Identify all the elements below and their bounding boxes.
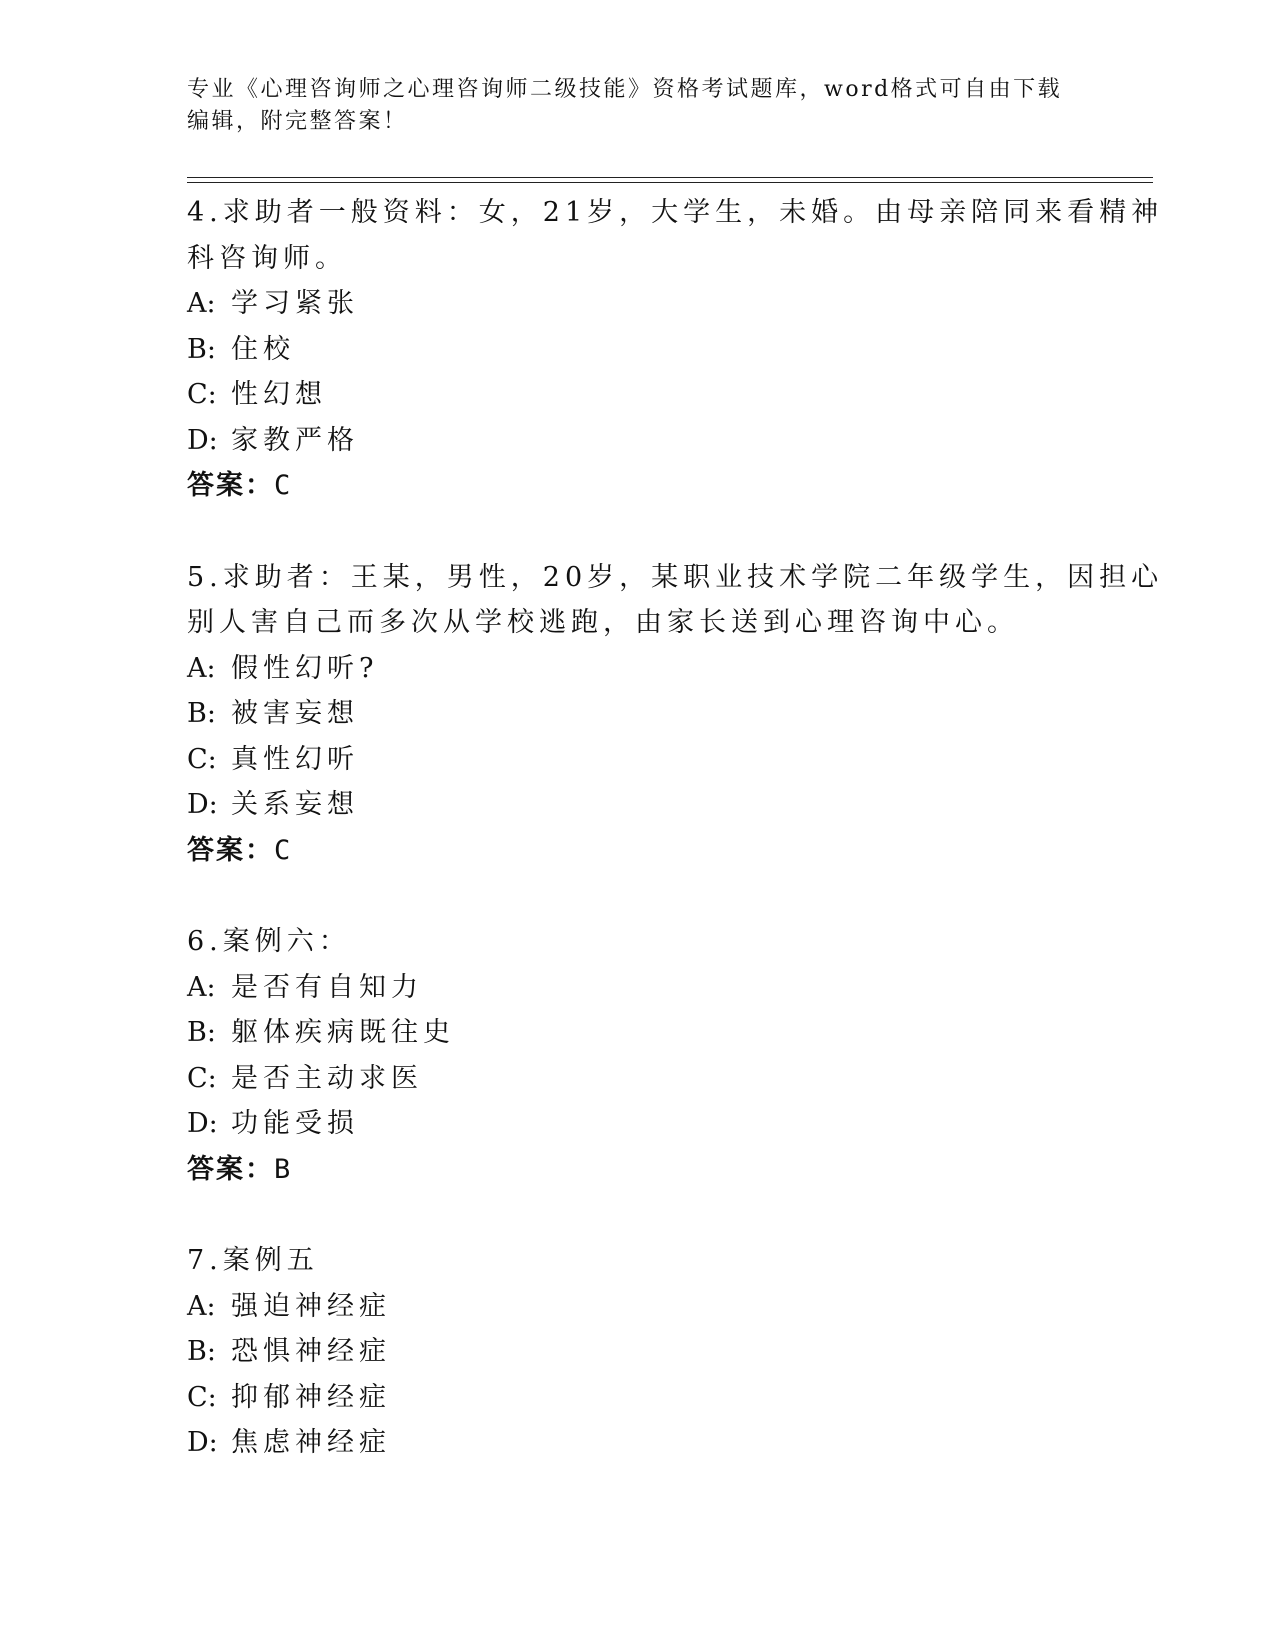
question-stem: 6.案例六： [187, 926, 351, 957]
option-text: 性幻想 [231, 379, 327, 410]
question-item [187, 919, 1127, 1192]
question-stem: 5.求助者：王某，男性，20岁，某职业技术学院二年级学生，因担心 [187, 561, 1164, 593]
answer-value: C [274, 834, 293, 866]
option-a [187, 1284, 1127, 1330]
option-text: 抑郁神经症 [231, 1381, 391, 1413]
option-d [187, 1420, 1127, 1466]
option-text: 学习紧张 [231, 288, 359, 319]
option-d [187, 782, 1127, 828]
question-item [187, 190, 1164, 509]
spacer [187, 873, 1127, 919]
answer-line [187, 828, 1127, 874]
option-label: C: [187, 743, 217, 775]
question-stem: 7.案例五 [187, 1245, 319, 1276]
option-label: B: [187, 698, 216, 729]
spacer [187, 509, 1127, 555]
option-text: 强迫神经症 [231, 1290, 391, 1322]
option-text: 恐惧神经症 [231, 1336, 391, 1367]
option-c [187, 737, 1127, 783]
question-list [187, 190, 1164, 1466]
option-text: 被害妄想 [231, 698, 359, 729]
option-label: A: [187, 652, 216, 684]
document-header [187, 74, 1067, 138]
option-a [187, 646, 1127, 692]
option-b [187, 327, 1127, 373]
answer-label: 答案： [187, 1153, 274, 1185]
option-label: D: [187, 1108, 218, 1139]
header-line: 专业《心理咨询师之心理咨询师二级技能》资格考试题库，word格式可自由下载 [187, 77, 1063, 102]
option-a [187, 281, 1127, 327]
option-b [187, 1010, 1127, 1056]
option-text: 是否主动求医 [231, 1062, 423, 1094]
header-line: 编辑，附完整答案！ [187, 109, 408, 134]
option-label: A: [187, 971, 216, 1003]
answer-line [187, 1147, 1127, 1193]
option-text: 住校 [231, 333, 295, 365]
question-stem: 4.求助者一般资料：女，21岁，大学生，未婚。由母亲陪同来看精神 [187, 197, 1164, 228]
header-divider [187, 182, 1153, 183]
option-label: C: [187, 1062, 217, 1094]
option-d [187, 418, 1127, 464]
question-stem: 别人害自己而多次从学校逃跑，由家长送到心理咨询中心。 [187, 607, 1019, 638]
option-b [187, 691, 1127, 737]
option-text: 是否有自知力 [231, 971, 423, 1003]
spacer [187, 1192, 1127, 1238]
option-c [187, 1056, 1127, 1102]
answer-label: 答案： [187, 470, 274, 501]
option-c [187, 1375, 1127, 1421]
option-label: A: [187, 288, 216, 319]
option-label: B: [187, 1017, 216, 1048]
answer-value: B [274, 1153, 293, 1185]
option-d [187, 1101, 1127, 1147]
option-label: B: [187, 1336, 216, 1367]
option-c [187, 372, 1127, 418]
answer-value: C [274, 470, 293, 501]
option-text: 家教严格 [231, 424, 359, 456]
answer-line [187, 463, 1127, 509]
option-label: C: [187, 379, 217, 410]
option-b [187, 1329, 1127, 1375]
option-text: 躯体疾病既往史 [231, 1017, 455, 1048]
question-item [187, 1238, 1127, 1466]
option-label: D: [187, 789, 218, 820]
answer-label: 答案： [187, 834, 274, 866]
question-item [187, 555, 1164, 874]
option-text: 关系妄想 [231, 789, 359, 820]
option-text: 焦虑神经症 [231, 1427, 391, 1458]
option-label: A: [187, 1290, 216, 1322]
option-a [187, 965, 1127, 1011]
option-label: B: [187, 333, 216, 365]
option-text: 假性幻听? [231, 652, 379, 684]
option-label: D: [187, 424, 218, 456]
option-label: C: [187, 1381, 217, 1413]
option-text: 真性幻听 [231, 743, 359, 775]
header-divider [187, 177, 1153, 178]
question-stem: 科咨询师。 [187, 242, 347, 274]
option-text: 功能受损 [231, 1108, 359, 1139]
option-label: D: [187, 1427, 218, 1458]
